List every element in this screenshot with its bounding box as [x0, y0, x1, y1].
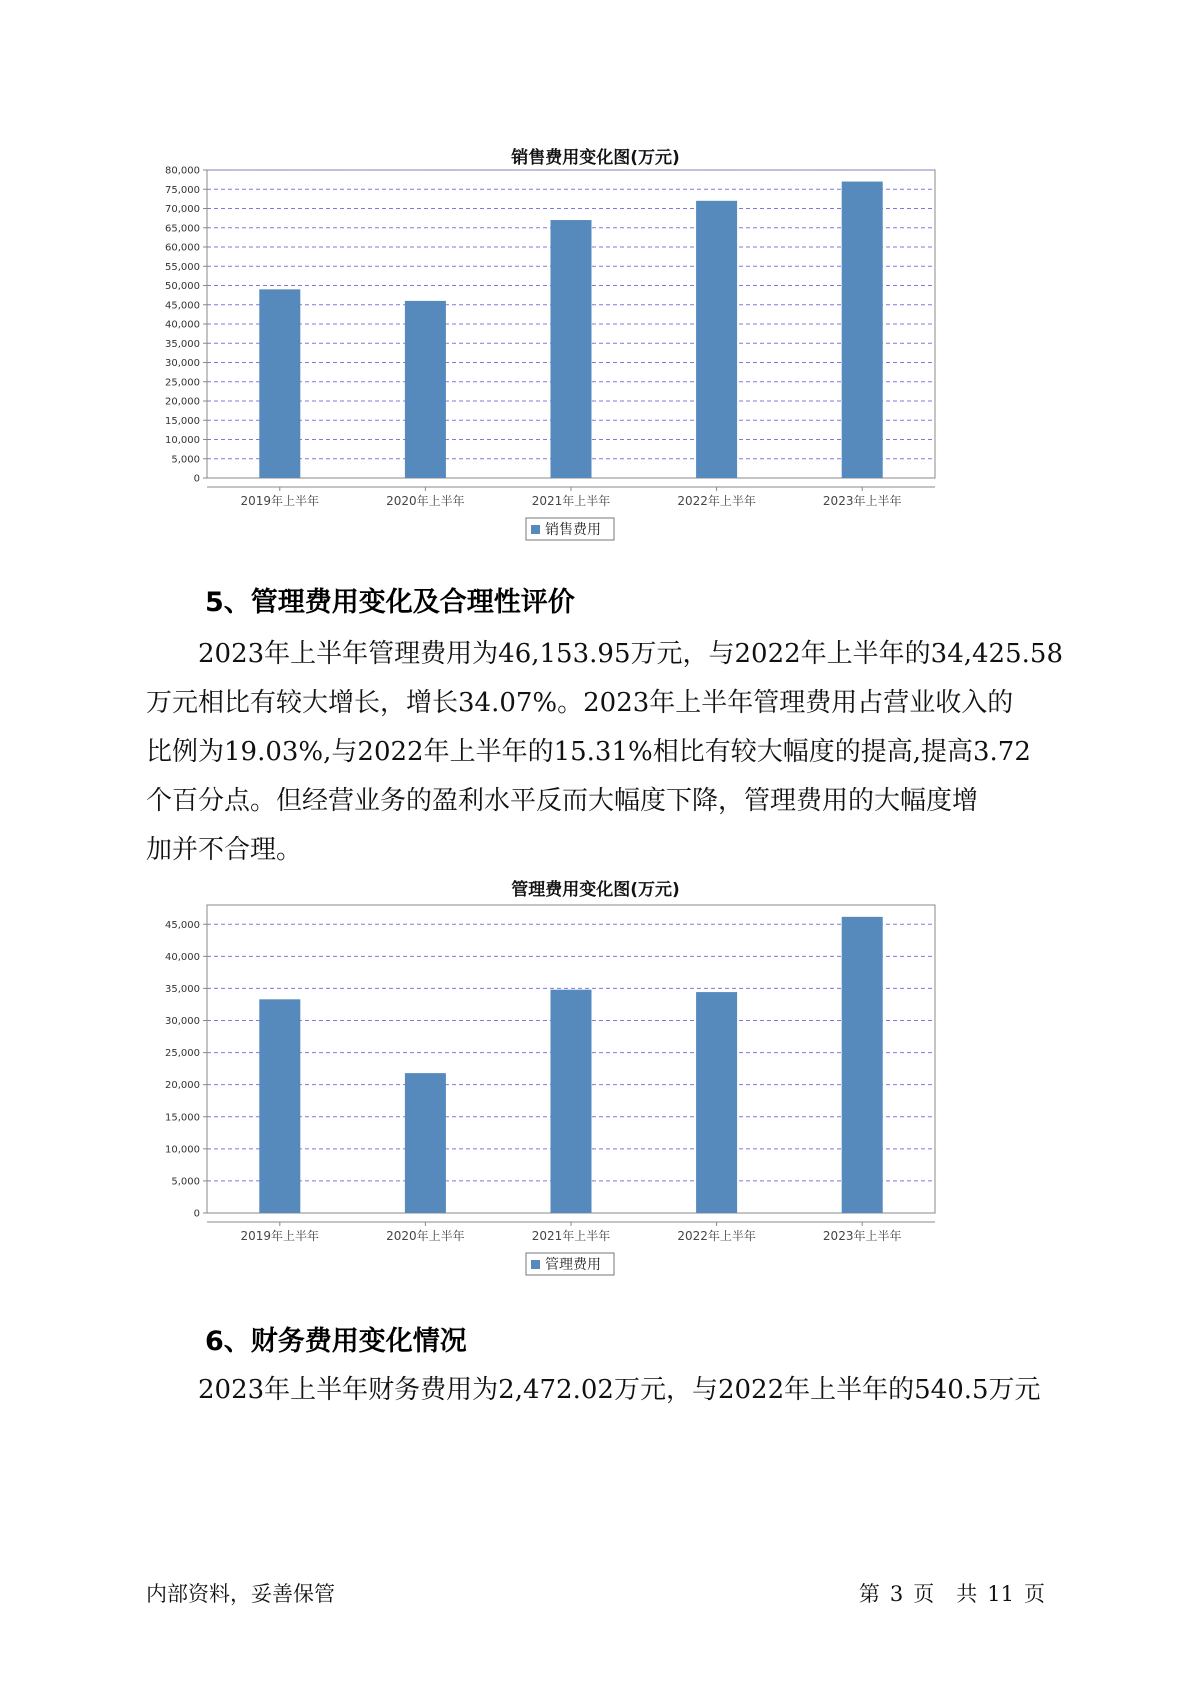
x-tick-label: 2020年上半年 [386, 1229, 465, 1243]
y-tick-label: 15,000 [165, 1112, 200, 1124]
x-tick-label: 2021年上半年 [531, 1229, 611, 1243]
y-tick-label: 65,000 [165, 223, 200, 235]
section-5-paragraph [146, 630, 1071, 875]
bar [551, 220, 592, 478]
bar [405, 301, 446, 478]
x-tick-label: 2023年上半年 [822, 1229, 902, 1243]
y-tick-label: 35,000 [165, 983, 200, 995]
page-total: 11 [987, 1582, 1014, 1606]
footer-page-number [859, 1578, 1045, 1608]
bar [405, 1073, 446, 1213]
section-6-paragraph [146, 1366, 1071, 1415]
y-tick-label: 20,000 [165, 396, 200, 408]
y-tick-label: 5,000 [171, 1176, 200, 1188]
page-total-prefix: 共 [956, 1582, 978, 1606]
y-tick-label: 80,000 [165, 165, 200, 177]
y-tick-label: 45,000 [165, 300, 200, 312]
page-suffix: 页 [1024, 1582, 1045, 1606]
bar [259, 999, 300, 1213]
x-tick-label: 2021年上半年 [531, 494, 611, 508]
bar [696, 992, 737, 1213]
page-current: 3 [889, 1582, 904, 1606]
y-tick-label: 20,000 [165, 1080, 200, 1092]
sales-chart-title: 销售费用变化图(万元) [511, 148, 680, 168]
paragraph-line: 个百分点。但经营业务的盈利水平反而大幅度下降，管理费用的大幅度增 [146, 786, 979, 816]
x-tick-label: 2020年上半年 [386, 494, 465, 508]
y-tick-label: 30,000 [165, 358, 200, 369]
bar [842, 917, 883, 1213]
paragraph-line: 2023年上半年财务费用为2,472.02万元，与2022年上半年的540.5万元 [198, 1375, 1041, 1405]
y-tick-label: 10,000 [165, 1144, 200, 1156]
paragraph-line: 2023年上半年管理费用为46,153.95万元，与2022年上半年的34,425.58 [198, 639, 1063, 669]
paragraph-line: 万元相比有较大增长，增长34.07%。2023年上半年管理费用占营业收入的 [146, 688, 1014, 718]
paragraph-line: 加并不合理。 [146, 835, 303, 865]
y-tick-label: 50,000 [165, 281, 200, 292]
y-tick-label: 35,000 [165, 338, 200, 350]
x-tick-label: 2023年上半年 [822, 494, 902, 508]
admin-chart-title: 管理费用变化图(万元) [511, 880, 680, 900]
y-tick-label: 60,000 [165, 242, 200, 254]
y-tick-label: 70,000 [165, 204, 200, 215]
sales-expense-chart [150, 165, 1050, 550]
legend-label: 管理费用 [545, 1257, 601, 1273]
x-tick-label: 2019年上半年 [240, 494, 320, 508]
y-tick-label: 45,000 [165, 919, 200, 931]
y-tick-label: 0 [193, 473, 200, 485]
page-mid: 页 [913, 1582, 935, 1606]
y-tick-label: 15,000 [165, 415, 200, 427]
page-prefix: 第 [858, 1582, 880, 1606]
y-tick-label: 40,000 [165, 319, 200, 331]
bar [696, 201, 737, 478]
y-tick-label: 55,000 [165, 261, 200, 273]
y-tick-label: 0 [193, 1208, 200, 1220]
y-tick-label: 75,000 [165, 184, 200, 196]
x-tick-label: 2022年上半年 [677, 1229, 756, 1243]
legend-swatch [531, 1260, 540, 1269]
y-tick-label: 25,000 [165, 377, 200, 389]
x-tick-label: 2022年上半年 [677, 494, 756, 508]
y-tick-label: 40,000 [165, 951, 200, 963]
admin-expense-chart [150, 905, 1050, 1290]
section-5-heading: 5、管理费用变化及合理性评价 [205, 587, 575, 618]
section-6-heading: 6、财务费用变化情况 [205, 1326, 467, 1357]
footer-confidential-note: 内部资料，妥善保管 [146, 1582, 335, 1606]
x-tick-label: 2019年上半年 [240, 1229, 320, 1243]
legend-swatch [531, 525, 540, 534]
bar [259, 289, 300, 478]
y-tick-label: 5,000 [171, 454, 200, 466]
bar [842, 182, 883, 478]
y-tick-label: 30,000 [165, 1016, 200, 1027]
paragraph-line: 比例为19.03%,与2022年上半年的15.31%相比有较大幅度的提高,提高3.72 [146, 737, 1031, 767]
y-tick-label: 10,000 [165, 435, 200, 446]
legend-label: 销售费用 [545, 522, 601, 538]
bar [551, 990, 592, 1213]
y-tick-label: 25,000 [165, 1048, 200, 1060]
